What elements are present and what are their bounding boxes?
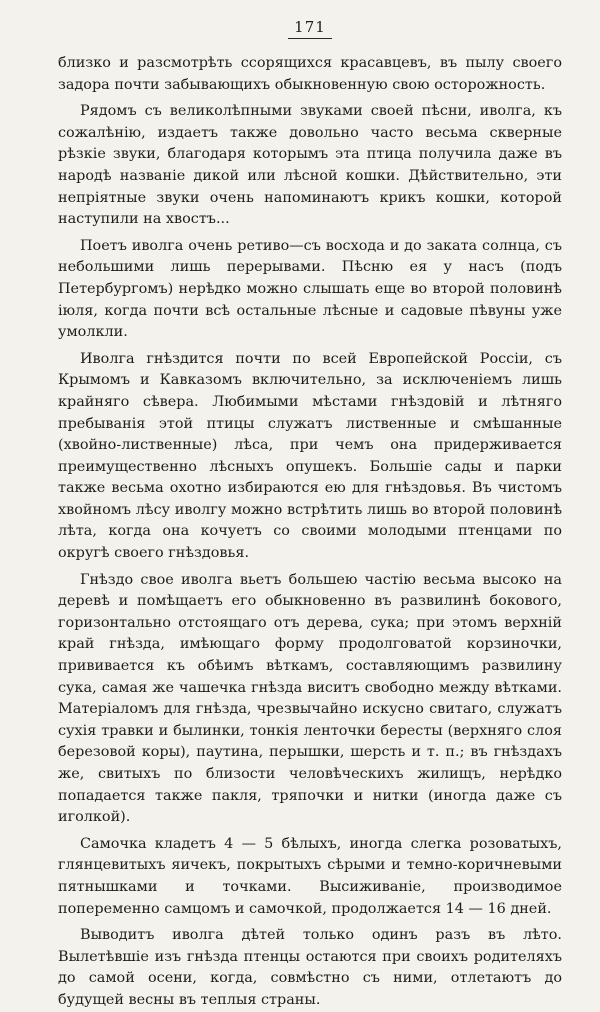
paragraph-oriole-calls: Рядомъ съ великолѣпными звуками своей пѣсни, иволга, къ сожалѣнію, издаетъ также довольно часто весьма скверные рѣзкіе звуки, благодаря которымъ эта птица получила даже въ народѣ названіе дикой или лѣсной кошки. Дѣйствительно, эти непріятные звуки очень напоминаютъ крикъ кошки, которой наступили на хвостъ... [58,103,562,228]
paragraph-brood: Выводитъ иволга дѣтей только одинъ разъ въ лѣто. Вылетѣвшіе изъ гнѣзда птенцы остаются при своихъ родителяхъ до самой осени, когда, совмѣстно съ ними, отлетаютъ до будущей весны въ теплыя страны. [58,927,562,1008]
paragraph-range-habitat: Иволга гнѣздится почти по всей Европейской Россіи, съ Крымомъ и Кавказомъ включительно, за исключеніемъ лишь крайняго сѣвера. Любимыми мѣстами гнѣздовій и лѣтняго пребыванія этой птицы служатъ лиственные и смѣшанные (хвойно-лиственные) лѣса, при чемъ она придерживается преимущественно лѣсныхъ опушекъ. Большіе сады и парки также весьма охотно избираются ею для гнѣздовья. Въ чистомъ хвойномъ лѣсу иволгу можно встрѣтить лишь во второй половинѣ лѣта, когда она кочуетъ со своими молодыми птенцами по округѣ своего гнѣздовья. [58,350,562,562]
page-number-text: 171 [288,18,332,39]
paragraph-singing-season: Поетъ иволга очень ретиво—съ восхода и до заката солнца, съ небольшими лишь перерывами. Пѣсню ея у насъ (подъ Петербургомъ) нерѣдко можно слышать еще во второй половинѣ іюля, когда почти всѣ остальные лѣсные и садовые пѣвуны уже умолкли. [58,237,562,341]
paragraph-continued: близко и разсмотрѣть ссорящихся красавцевъ, въ пылу своего задора почти забывающихъ обыкновенную свою осторожность. [58,55,562,93]
paragraph-eggs: Самочка кладетъ 4 — 5 бѣлыхъ, иногда слегка розоватыхъ, глянцевитыхъ яичекъ, покрытыхъ сѣрыми и темно-коричневыми пятнышками и точками. Высиживаніе, производимое попеременно самцомъ и самочкой, продолжается 14 — 16 дней. [58,835,562,917]
page-number [58,18,562,39]
paragraph-nest: Гнѣздо свое иволга вьетъ большею частію весьма высоко на деревѣ и помѣщаетъ его обыкновенно въ развилинѣ бокового, горизонтально отстоящаго отъ дерева, сука; при этомъ верхній край гнѣзда, имѣющаго форму продолговатой корзиночки, прививается къ обѣимъ вѣткамъ, составляющимъ развилину сука, самая же чашечка гнѣзда виситъ свободно между вѣтками. Матеріаломъ для гнѣзда, чрезвычайно искусно свитаго, служатъ сухія травки и былинки, тонкія ленточки бересты (верхняго слоя березовой коры), паутина, перышки, шерсть и т. п.; въ гнѣздахъ же, свитыхъ по близости человѣческихъ жилищъ, нерѣдко попадается также пакля, тряпочки и нитки (иногда даже съ иголкой). [58,571,562,826]
